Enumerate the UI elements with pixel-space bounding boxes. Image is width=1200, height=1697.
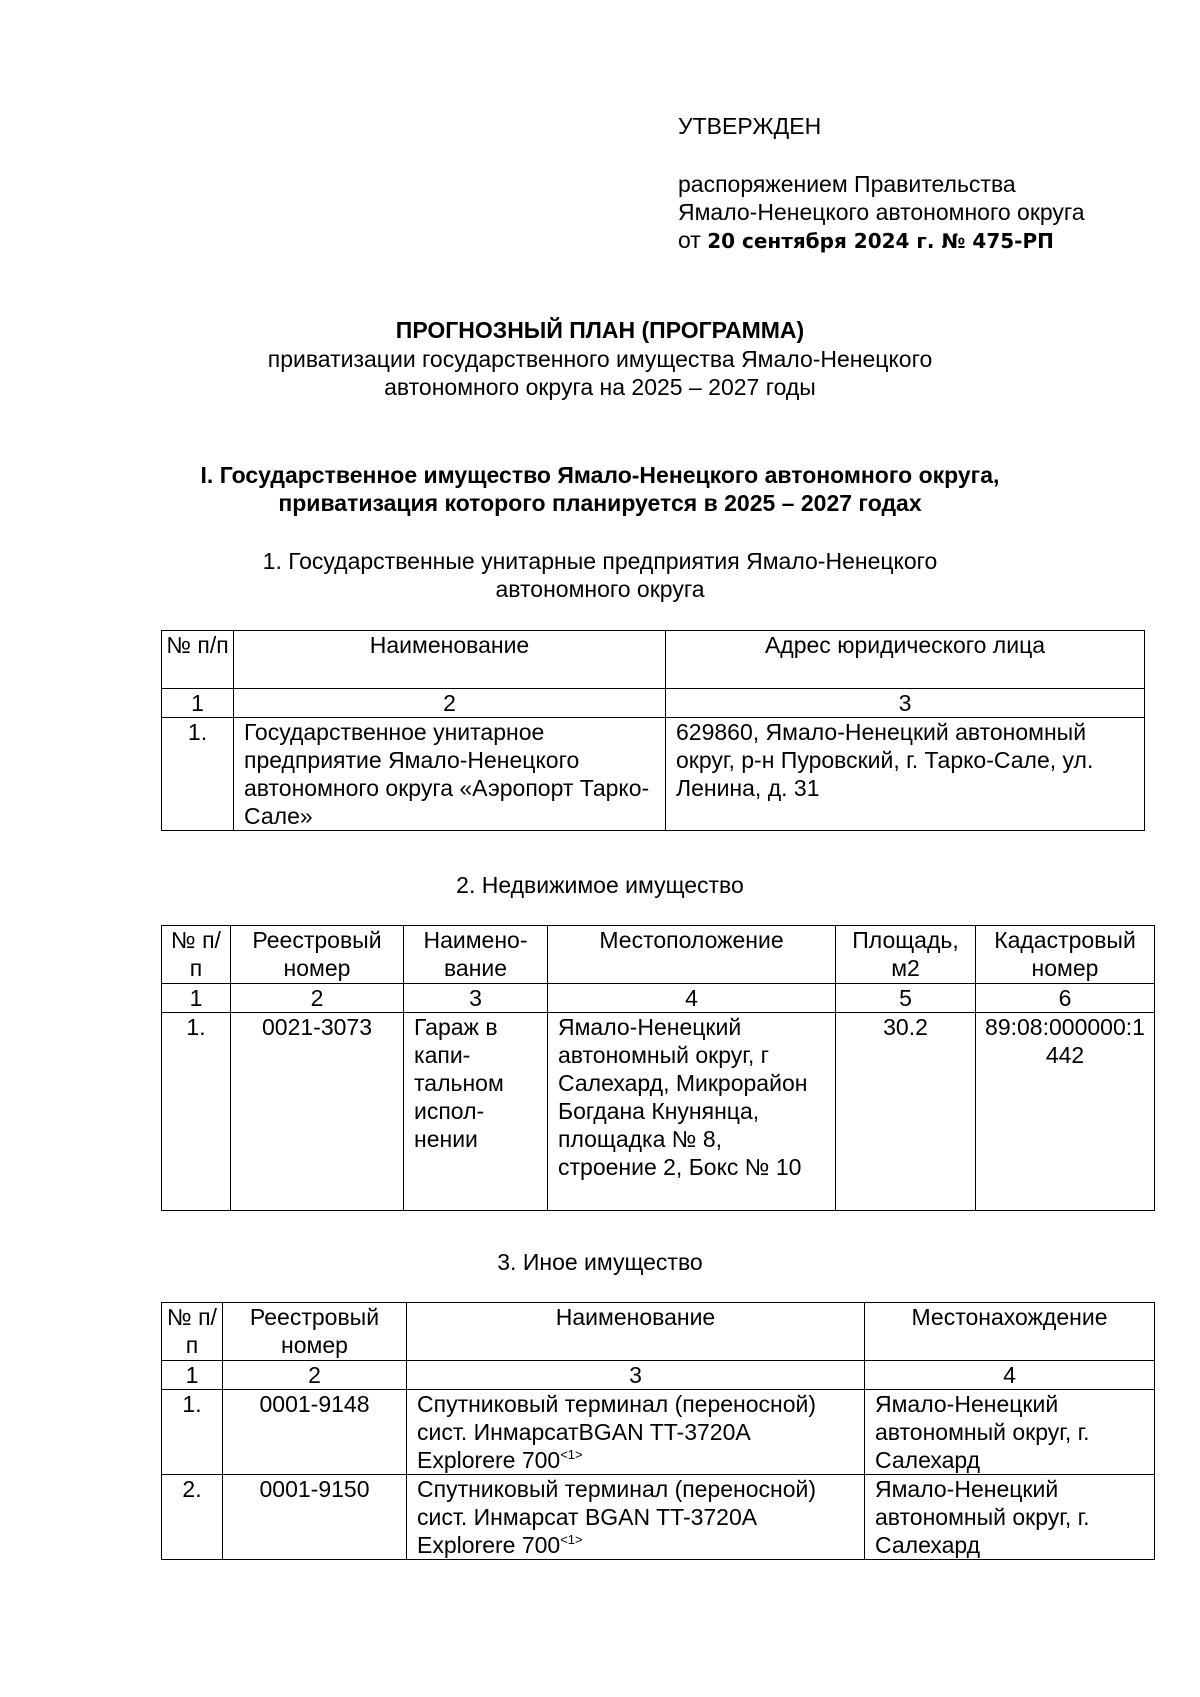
row-number: 2. xyxy=(162,1475,223,1560)
property-location: Ямало-Ненецкий автономный округ, г Салехард, Микрорайон Богдана Кнунянца, площадка № 8, строение 2, Бокс № 10 xyxy=(548,1013,836,1211)
cadastral-number: 89:08:000000:1442 xyxy=(976,1013,1155,1211)
item-location: Ямало-Ненецкий автономный округ, г. Салехард xyxy=(865,1475,1155,1560)
property-name: Гараж в капи-тальном испол-нении xyxy=(404,1013,548,1211)
approval-date-number: 20 сентября 2024 г. № 475-РП xyxy=(707,229,1054,253)
section-heading-2: приватизация которого планируется в 2025 – 2027 годах xyxy=(278,490,922,516)
registry-number: 0001-9148 xyxy=(223,1390,407,1475)
column-number: 1 xyxy=(162,984,231,1013)
header-cell: Местоположение xyxy=(548,926,836,984)
item-name xyxy=(407,1475,865,1560)
table-header-row xyxy=(162,631,1145,689)
header-cell: Наименование xyxy=(234,631,666,689)
row-number: 1. xyxy=(162,1013,231,1211)
header-cell: Адрес юридического лица xyxy=(666,631,1145,689)
header-cell: № п/п xyxy=(162,631,234,689)
column-number: 3 xyxy=(666,689,1145,718)
table-row xyxy=(162,1390,1155,1475)
item-name-text: Спутниковый терминал (переносной) сист. ИнмарсатBGAN TT-3720A Explorere 700 xyxy=(417,1391,817,1473)
header-cell: Наимено-вание xyxy=(404,926,548,984)
table-row xyxy=(162,1013,1155,1211)
table-row xyxy=(162,1475,1155,1560)
approval-line-1: распоряжением Правительства xyxy=(678,171,1016,197)
column-number-row xyxy=(162,689,1145,718)
table-enterprises xyxy=(161,630,1145,831)
footnote-ref: <1> xyxy=(560,1532,583,1547)
table2-caption: 2. Недвижимое имущество xyxy=(456,872,744,898)
registry-number: 0001-9150 xyxy=(223,1475,407,1560)
approval-date-prefix: от xyxy=(678,227,708,253)
column-number: 3 xyxy=(407,1361,865,1390)
approval-date xyxy=(678,226,1178,255)
column-number: 2 xyxy=(234,689,666,718)
plan-title: ПРОГНОЗНЫЙ ПЛАН (ПРОГРАММА) xyxy=(395,317,805,343)
section-heading-1: I. Государственное имущество Ямало-Ненецкого автономного округа, xyxy=(200,462,1000,488)
column-number-row xyxy=(162,1361,1155,1390)
enterprise-address: 629860, Ямало-Ненецкий автономный округ, р-н Пуровский, г. Тарко-Сале, ул. Ленина, д. 31 xyxy=(666,718,1145,831)
header-cell: Реестровый номер xyxy=(231,926,404,984)
property-area: 30.2 xyxy=(836,1013,976,1211)
header-cell: Реестровый номер xyxy=(223,1303,407,1361)
plan-subtitle-2: автономного округа на 2025 – 2027 годы xyxy=(384,374,816,400)
header-cell: № п/п xyxy=(162,926,231,984)
item-name-text: Спутниковый терминал (переносной) сист. Инмарсат BGAN TT-3720A Explorere 700 xyxy=(417,1476,817,1558)
header-cell: Площадь, м2 xyxy=(836,926,976,984)
table3-caption: 3. Иное имущество xyxy=(497,1249,703,1275)
enterprise-name: Государственное унитарное предприятие Ямало-Ненецкого автономного округа «Аэропорт Тарко-Сале» xyxy=(234,718,666,831)
table1-caption-2: автономного округа xyxy=(495,576,705,602)
table1-caption-1: 1. Государственные унитарные предприятия Ямало-Ненецкого xyxy=(262,548,938,574)
item-name xyxy=(407,1390,865,1475)
header-cell: Наименование xyxy=(407,1303,865,1361)
column-number: 3 xyxy=(404,984,548,1013)
column-number: 2 xyxy=(223,1361,407,1390)
table-other-property xyxy=(161,1302,1155,1560)
footnote-ref: <1> xyxy=(560,1447,583,1462)
column-number: 2 xyxy=(231,984,404,1013)
row-number: 1. xyxy=(162,718,234,831)
column-number: 6 xyxy=(976,984,1155,1013)
approval-title: УТВЕРЖДЕН xyxy=(678,113,822,139)
table-header-row xyxy=(162,926,1155,984)
plan-subtitle-1: приватизации государственного имущества Ямало-Ненецкого xyxy=(267,346,933,372)
item-location: Ямало-Ненецкий автономный округ, г. Салехард xyxy=(865,1390,1155,1475)
column-number: 4 xyxy=(548,984,836,1013)
row-number: 1. xyxy=(162,1390,223,1475)
header-cell: Кадастровый номер xyxy=(976,926,1155,984)
approval-line-2: Ямало-Ненецкого автономного округа xyxy=(678,199,1085,225)
table-real-estate xyxy=(161,925,1155,1211)
approval-block xyxy=(678,112,1178,255)
column-number: 1 xyxy=(162,689,234,718)
registry-number: 0021-3073 xyxy=(231,1013,404,1211)
header-cell: № п/п xyxy=(162,1303,223,1361)
table-header-row xyxy=(162,1303,1155,1361)
column-number-row xyxy=(162,984,1155,1013)
column-number: 1 xyxy=(162,1361,223,1390)
table-row xyxy=(162,718,1145,831)
header-cell: Местонахождение xyxy=(865,1303,1155,1361)
column-number: 4 xyxy=(865,1361,1155,1390)
column-number: 5 xyxy=(836,984,976,1013)
